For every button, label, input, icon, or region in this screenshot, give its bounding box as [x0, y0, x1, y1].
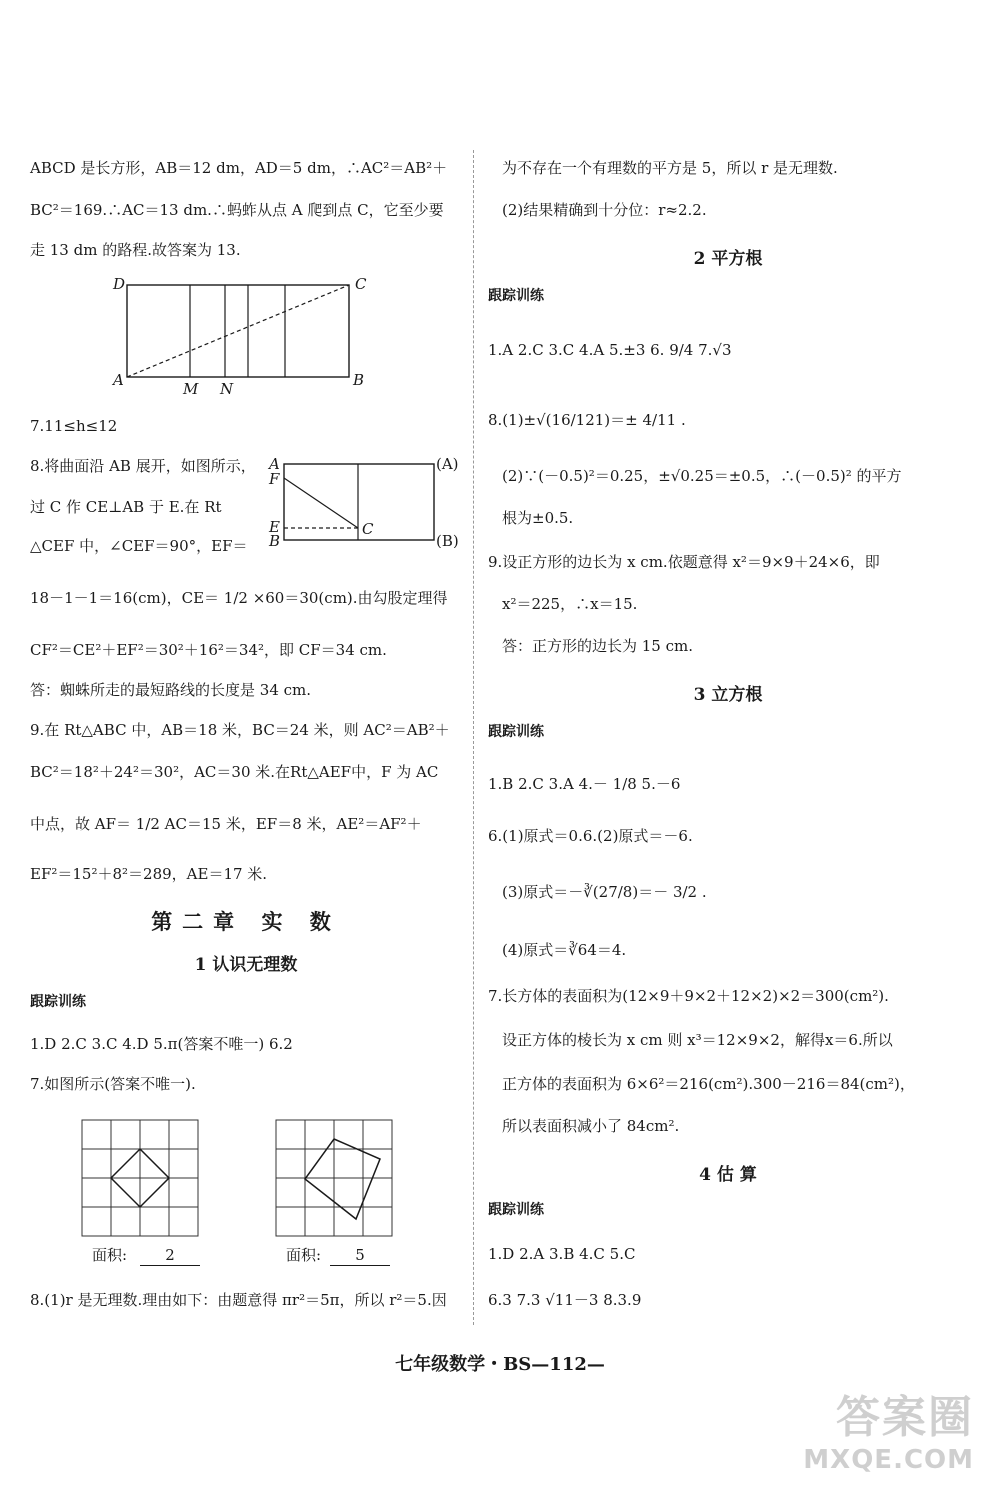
label-a: A: [269, 455, 280, 473]
text-line: 过 C 作 CE⊥AB 于 E.在 Rt: [30, 498, 222, 516]
text-line: 1.D 2.C 3.C 4.D 5.π(答案不唯一) 6.2: [30, 1035, 293, 1053]
text-line: 9.设正方形的边长为 x cm.依题意得 x²＝9×9＋24×6，即: [488, 553, 880, 571]
watermark-line2: MXQE.COM: [803, 1445, 974, 1475]
text-line: 7.11≤h≤12: [30, 417, 118, 435]
text-line: 8.(1)r 是无理数.理由如下：由题意得 πr²＝5π，所以 r²＝5.因: [30, 1291, 447, 1309]
text-line: 7.如图所示(答案不唯一).: [30, 1075, 196, 1093]
area-label: 面积:: [286, 1246, 322, 1264]
text-line: 走 13 dm 的路程.故答案为 13.: [30, 241, 241, 259]
grid-figure-square-5: [274, 1118, 424, 1240]
label-m: M: [183, 380, 199, 398]
watermark-line1: 答案圈: [836, 1392, 974, 1443]
page-footer: 七年级数学・BS—112—: [395, 1354, 605, 1375]
text-line: 6.(1)原式＝0.6.(2)原式＝－6.: [488, 827, 693, 845]
unrolled-cylinder-figure: [264, 452, 464, 548]
subheading: 跟踪训练: [488, 1202, 544, 1218]
section-title: 4 估 算: [699, 1165, 757, 1185]
text-line: (2)∵(－0.5)²＝0.25，±√0.25＝±0.5，∴(－0.5)² 的平方: [502, 467, 902, 485]
section-title: 1 认识无理数: [194, 955, 298, 975]
text-line: 所以表面积减小了 84cm².: [502, 1117, 680, 1135]
text-line: 1.A 2.C 3.C 4.A 5.±3 6. 9/4 7.√3: [488, 341, 732, 359]
text-line: 设正方体的棱长为 x cm 则 x³＝12×9×2，解得x＝6.所以: [502, 1031, 893, 1049]
text-line: 为不存在一个有理数的平方是 5，所以 r 是无理数.: [502, 159, 838, 177]
text-line: 8.(1)±√(16/121)＝± 4/11 .: [488, 411, 686, 429]
text-line: BC²＝18²＋24²＝30²，AC＝30 米.在Rt△AEF中，F 为 AC: [30, 763, 439, 781]
label-a: A: [113, 371, 124, 389]
label-b: B: [269, 532, 281, 548]
chapter-title: 第二章 实 数: [151, 909, 341, 934]
text-line: 正方体的表面积为 6×6²＝216(cm²).300－216＝84(cm²)，: [502, 1075, 915, 1093]
text-line: △CEF 中，∠CEF＝90°，EF＝: [30, 537, 248, 555]
label-n: N: [220, 380, 234, 398]
rectangle-abcd-figure: [110, 272, 410, 400]
watermark-logo: [803, 1381, 974, 1475]
area-value: 2: [140, 1245, 200, 1266]
text-line: 根为±0.5.: [502, 509, 574, 527]
area-label: 面积:: [92, 1246, 128, 1264]
label-f: F: [269, 470, 280, 488]
label-e: E: [269, 518, 280, 536]
grid-figure-square-2: [80, 1118, 230, 1240]
label-c: C: [355, 275, 367, 293]
text-line: 答：正方形的边长为 15 cm.: [502, 637, 694, 655]
label-d: D: [113, 275, 126, 293]
text-line: CF²＝CE²＋EF²＝30²＋16²＝34²，即 CF＝34 cm.: [30, 641, 387, 659]
label-c: C: [362, 520, 374, 538]
text-line: 8.将曲面沿 AB 展开，如图所示，: [30, 457, 256, 475]
text-line: 6.3 7.3 √11－3 8.3.9: [488, 1291, 642, 1309]
text-line: BC²＝169.∴AC＝13 dm.∴蚂蚱从点 A 爬到点 C，它至少要: [30, 201, 444, 219]
text-line: 18－1－1＝16(cm)，CE＝ 1/2 ×60＝30(cm).由勾股定理得: [30, 589, 448, 607]
label-b: B: [353, 371, 365, 389]
text-line: 9.在 Rt△ABC 中，AB＝18 米，BC＝24 米，则 AC²＝AB²＋: [30, 721, 450, 739]
area-value: 5: [330, 1245, 390, 1266]
text-line: 1.B 2.C 3.A 4.－ 1/8 5.－6: [488, 775, 681, 793]
text-line: x²＝225，∴x＝15.: [502, 595, 638, 613]
text-line: 答：蜘蛛所走的最短路线的长度是 34 cm.: [30, 681, 312, 699]
column-divider: [473, 150, 474, 1325]
label-a-paren: (A): [436, 455, 459, 473]
text-line: 中点，故 AF＝ 1/2 AC＝15 米，EF＝8 米，AE²＝AF²＋: [30, 815, 422, 833]
text-line: 7.长方体的表面积为(12×9＋9×2＋12×2)×2＝300(cm²).: [488, 987, 889, 1005]
section-title: 2 平方根: [693, 249, 763, 269]
text-line: EF²＝15²＋8²＝289，AE＝17 米.: [30, 865, 268, 883]
text-line: (4)原式＝∛64＝4.: [502, 941, 627, 959]
text-line: (3)原式＝－∛(27/8)＝－ 3/2 .: [502, 883, 707, 901]
text-line: 1.D 2.A 3.B 4.C 5.C: [488, 1245, 636, 1263]
subheading: 跟踪训练: [30, 994, 86, 1010]
label-b-paren: (B): [436, 532, 459, 548]
subheading: 跟踪训练: [488, 288, 544, 304]
section-title: 3 立方根: [693, 685, 763, 705]
text-line: (2)结果精确到十分位：r≈2.2.: [502, 201, 707, 219]
text-line: ABCD 是长方形，AB＝12 dm，AD＝5 dm，∴AC²＝AB²＋: [30, 159, 448, 177]
subheading: 跟踪训练: [488, 724, 544, 740]
